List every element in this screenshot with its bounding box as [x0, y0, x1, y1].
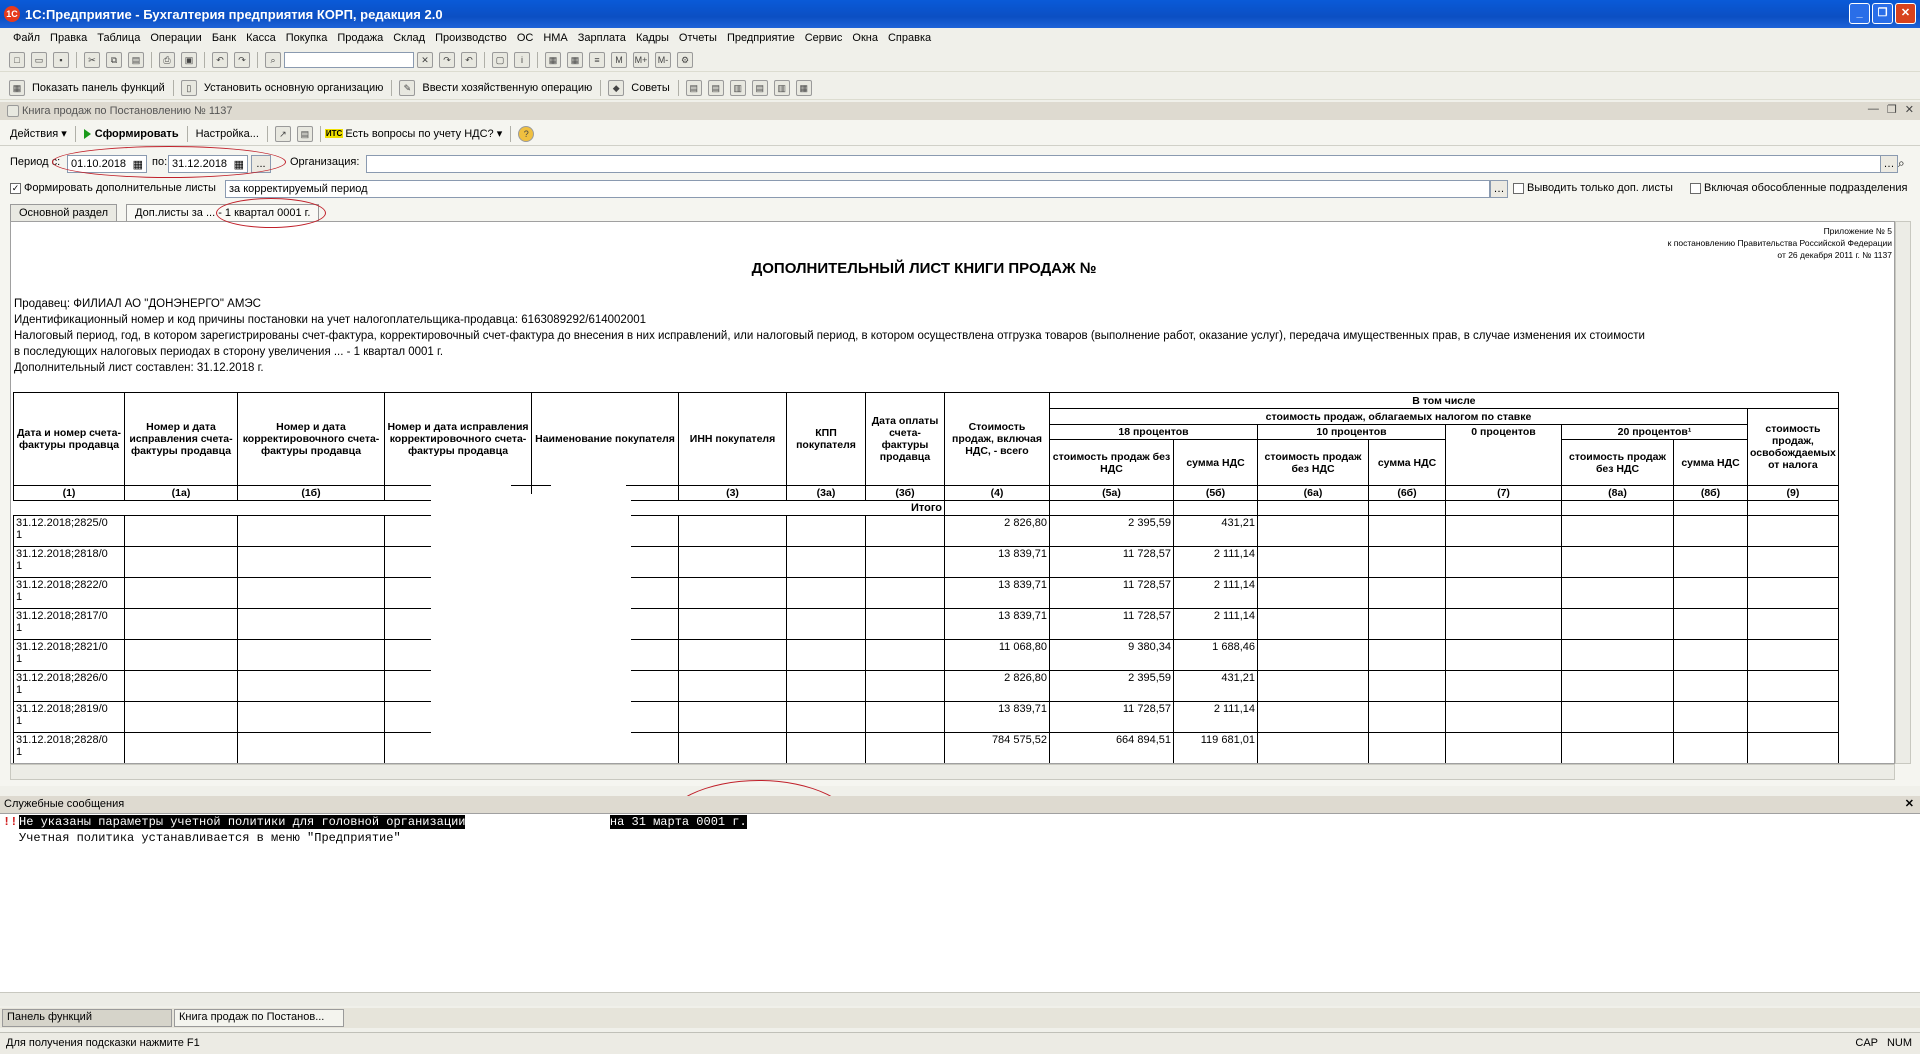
vat18-cell: 1 688,46	[1174, 640, 1258, 671]
standard-toolbar	[0, 48, 1920, 72]
menu-item[interactable]: Операции	[150, 32, 202, 44]
its-question-link[interactable]: Есть вопросы по учету НДС? ▾	[345, 128, 503, 140]
messages-scrollbar[interactable]	[0, 992, 1920, 1006]
minimize-button[interactable]: _	[1849, 3, 1870, 24]
operation-icon: ✎	[399, 80, 415, 96]
tips-button[interactable]: Советы	[631, 81, 670, 94]
column-number: (6б)	[1369, 486, 1446, 501]
hdr-base-18: стоимость продаж без НДС	[1050, 440, 1174, 486]
redo-icon[interactable]: ↷	[234, 52, 250, 68]
vat18-cell: 2 111,14	[1174, 578, 1258, 609]
column-number: (5а)	[1050, 486, 1174, 501]
tools-icon[interactable]: ⚙	[677, 52, 693, 68]
org-select-button[interactable]: …	[1880, 155, 1898, 173]
hdr-taxed-sales: стоимость продаж, облагаемых налогом по ставке	[1050, 409, 1748, 425]
app-logo-icon: 1С	[4, 6, 20, 22]
total-label: Итого	[14, 501, 945, 516]
search-icon[interactable]: ⌕	[265, 52, 281, 68]
hdr-total-with-vat: Стоимость продаж, включая НДС, - всего	[945, 393, 1050, 486]
org-search-icon[interactable]: ⌕	[1898, 156, 1905, 170]
table-row	[14, 702, 1839, 733]
menu-item[interactable]: Продажа	[337, 32, 384, 44]
document-title: Книга продаж по Постановлению № 1137	[22, 105, 233, 117]
new-icon[interactable]: □	[9, 52, 25, 68]
extra-sheets-checkbox[interactable]: ✓ Формировать дополнительные листы	[11, 182, 216, 194]
menu-item[interactable]: Файл	[13, 32, 41, 44]
list-icon[interactable]: ▥	[774, 80, 790, 96]
structure-icon[interactable]: ▥	[730, 80, 746, 96]
invoice-cell: 31.12.2018;2828/0 1	[14, 733, 125, 764]
base18-cell: 11 728,57	[1050, 547, 1174, 578]
menu-item[interactable]: Сервис	[804, 32, 843, 44]
messages-panel	[0, 813, 1920, 993]
inn-line: Идентификационный номер и код причины постановки на учет налогоплательщика-продавца: 6163089292/614002001	[14, 314, 647, 326]
column-number: (1)	[14, 486, 125, 501]
only-extra-checkbox[interactable]: Выводить только доп. листы	[1513, 182, 1673, 194]
period-label: Период с:	[10, 156, 61, 168]
status-num: NUM	[1886, 1037, 1912, 1049]
doc-minimize-button[interactable]: —	[1867, 103, 1879, 115]
vat18-cell: 2 111,14	[1174, 609, 1258, 640]
menu-item[interactable]: НМА	[543, 32, 568, 44]
document-titlebar	[0, 102, 1920, 120]
menu-item[interactable]: Предприятие	[726, 32, 795, 44]
close-button[interactable]: ✕	[1895, 3, 1916, 24]
copy-icon[interactable]: ⧉	[106, 52, 122, 68]
tab-main-section[interactable]: Основной раздел	[10, 204, 117, 222]
hdr-10: 10 процентов	[1258, 425, 1446, 440]
document-window-controls	[1868, 103, 1914, 116]
vat18-cell: 2 111,14	[1174, 547, 1258, 578]
column-number: (3а)	[787, 486, 866, 501]
column-number: (7)	[1446, 486, 1562, 501]
open-icon[interactable]: ▭	[31, 52, 47, 68]
info-icon[interactable]: i	[514, 52, 530, 68]
column-number: (3б)	[866, 486, 945, 501]
menu-item[interactable]: Отчеты	[678, 32, 717, 44]
chart-icon[interactable]: ▦	[796, 80, 812, 96]
status-hint: Для получения подсказки нажмите F1	[6, 1037, 200, 1049]
vat18-cell: 2 111,14	[1174, 702, 1258, 733]
seller-line: Продавец: ФИЛИАЛ АО "ДОНЭНЕРГО" АМЭС	[14, 298, 261, 310]
task-sales-book[interactable]: Книга продаж по Постанов...	[174, 1009, 344, 1027]
column-numbers-row	[14, 486, 1839, 501]
its-badge: ИТС	[325, 129, 343, 138]
hdr-invoice: Дата и номер счета-фактуры продавца	[14, 393, 125, 486]
actions-menu[interactable]: Действия ▾	[10, 128, 67, 140]
table-row	[14, 547, 1839, 578]
column-number: (3)	[679, 486, 787, 501]
table-row	[14, 578, 1839, 609]
total-cell: 13 839,71	[945, 578, 1050, 609]
menu-item[interactable]: Касса	[246, 32, 276, 44]
menu-item[interactable]: Склад	[393, 32, 426, 44]
menu-item[interactable]: Производство	[435, 32, 507, 44]
search-clear-icon[interactable]: ✕	[417, 52, 433, 68]
period-line-2: в последующих налоговых периодах в сторону увеличения ... - 1 квартал 0001 г.	[14, 346, 444, 358]
hdr-vat-20: сумма НДС	[1674, 440, 1748, 486]
invoice-cell: 31.12.2018;2825/0 1	[14, 516, 125, 547]
column-number: (6а)	[1258, 486, 1369, 501]
calc-icon[interactable]: ≡	[589, 52, 605, 68]
base18-cell: 11 728,57	[1050, 578, 1174, 609]
vat18-cell: 119 681,01	[1174, 733, 1258, 764]
total-cell: 2 826,80	[945, 671, 1050, 702]
calendar-to-icon: ▦	[233, 158, 244, 171]
calendar-icon[interactable]: ▦	[567, 52, 583, 68]
hdr-adjust-invoice: Номер и дата корректировочного счета-фактуры продавца	[238, 393, 385, 486]
invoice-cell: 31.12.2018;2817/0 1	[14, 609, 125, 640]
error-marker: !!	[3, 815, 18, 829]
hdr-exempt: стоимость продаж, освобождаемых от налога	[1748, 409, 1839, 486]
table-row	[14, 640, 1839, 671]
menu-item[interactable]: Зарплата	[577, 32, 626, 44]
cut-icon[interactable]: ✂	[84, 52, 100, 68]
hdr-buyer-name: Наименование покупателя	[532, 393, 679, 486]
functions-panel-icon: ▦	[9, 80, 25, 96]
save-icon[interactable]: ▪	[53, 52, 69, 68]
report-info	[14, 296, 1645, 376]
search-input[interactable]	[284, 52, 414, 68]
message-line-1: Не указаны параметры учетной политики для головной организации на 31 марта 0001 г.	[19, 815, 747, 829]
enter-operation-button[interactable]: Ввести хозяйственную операцию	[422, 81, 593, 94]
vertical-scrollbar[interactable]	[1895, 221, 1911, 764]
menu-item[interactable]: Правка	[50, 32, 88, 44]
sales-book-table	[13, 392, 1839, 764]
menu-item[interactable]: Банк	[211, 32, 237, 44]
memory-m-icon[interactable]: M	[611, 52, 627, 68]
vat18-cell: 431,21	[1174, 671, 1258, 702]
extra-sheets-field[interactable]: за корректируемый период	[225, 180, 1490, 198]
period-to-field[interactable]: 31.12.2018 ▦	[168, 155, 248, 173]
doc-close-button[interactable]: ✕	[1904, 104, 1914, 116]
menu-item[interactable]: Таблица	[97, 32, 141, 44]
total-cell: 784 575,52	[945, 733, 1050, 764]
period-line-1: Налоговый период, год, в котором зарегистрированы счет-фактура, корректировочный счет-фактура до внесения в них исправлений, или налоговый период, в котором осуществлена отгрузка товаров (выполнение работ, оказание услуг), передача имущественных прав, в случае изменения их стоимости	[14, 330, 1645, 342]
column-number: (5б)	[1174, 486, 1258, 501]
column-number: (8а)	[1562, 486, 1674, 501]
help-icon[interactable]: ?	[518, 126, 534, 142]
settings-button[interactable]: Настройка...	[195, 127, 259, 140]
appendix-note: Приложение № 5 к постановлению Правительства Российской Федерации от 26 декабря 2011 г. № 1137	[1667, 226, 1892, 260]
base18-cell: 2 395,59	[1050, 516, 1174, 547]
functions-toolbar	[0, 76, 1920, 100]
column-number: (9)	[1748, 486, 1839, 501]
total-cell: 13 839,71	[945, 547, 1050, 578]
window-icon[interactable]: ▢	[492, 52, 508, 68]
base18-cell: 11 728,57	[1050, 609, 1174, 640]
total-cell: 13 839,71	[945, 609, 1050, 640]
menu-item[interactable]: ОС	[516, 32, 534, 44]
menu-item[interactable]: Покупка	[285, 32, 328, 44]
base18-cell: 11 728,57	[1050, 702, 1174, 733]
journal-icon[interactable]: ▤	[686, 80, 702, 96]
menu-item[interactable]: Справка	[887, 32, 932, 44]
column-number: (1а)	[125, 486, 238, 501]
table-row	[14, 516, 1839, 547]
hdr-base-20: стоимость продаж без НДС	[1562, 440, 1674, 486]
invoice-cell: 31.12.2018;2826/0 1	[14, 671, 125, 702]
total-row	[14, 501, 1839, 516]
doc-restore-button[interactable]: ❐	[1886, 104, 1897, 116]
task-functions-panel[interactable]: Панель функций	[2, 1009, 172, 1027]
compiled-line: Дополнительный лист составлен: 31.12.2018 г.	[14, 362, 264, 374]
column-number: (8б)	[1674, 486, 1748, 501]
vat18-cell: 431,21	[1174, 516, 1258, 547]
horizontal-scrollbar[interactable]	[10, 764, 1895, 780]
redaction-mask	[431, 477, 511, 764]
hdr-adjust-correction: Номер и дата исправления корректировочного счета-фактуры продавца	[385, 393, 532, 486]
export-icon[interactable]: ↗	[275, 126, 291, 142]
column-number: (1б)	[238, 486, 385, 501]
register-icon[interactable]: ▤	[708, 80, 724, 96]
base18-cell: 9 380,34	[1050, 640, 1174, 671]
menu-item[interactable]: Кадры	[635, 32, 669, 44]
decode-icon[interactable]: ▤	[297, 126, 313, 142]
hdr-including: В том числе	[1050, 393, 1839, 409]
organization-label: Организация:	[290, 156, 360, 168]
hdr-vat-18: сумма НДС	[1174, 440, 1258, 486]
hdr-18: 18 процентов	[1050, 425, 1258, 440]
window-titlebar	[0, 0, 1920, 28]
total-cell: 11 068,80	[945, 640, 1050, 671]
find-next-icon[interactable]: ↷	[439, 52, 455, 68]
generate-button[interactable]: Сформировать	[84, 128, 179, 140]
document-icon	[7, 105, 19, 117]
restore-button[interactable]: ❐	[1872, 3, 1893, 24]
report-heading: ДОПОЛНИТЕЛЬНЫЙ ЛИСТ КНИГИ ПРОДАЖ №	[751, 260, 1097, 277]
table-row	[14, 609, 1839, 640]
show-functions-panel-button[interactable]: Показать панель функций	[32, 81, 165, 94]
period-from-field[interactable]: 01.10.2018 ▦	[67, 155, 147, 173]
set-main-org-button[interactable]: Установить основную организацию	[203, 81, 384, 94]
report-sheet	[10, 221, 1895, 764]
period-select-button[interactable]: ...	[251, 155, 271, 173]
include-subdivisions-checkbox[interactable]: Включая обособленные подразделения	[1690, 182, 1907, 194]
column-number: (4)	[945, 486, 1050, 501]
hdr-buyer-inn: ИНН покупателя	[679, 393, 787, 486]
paste-icon[interactable]: ▤	[128, 52, 144, 68]
menu-item[interactable]: Окна	[852, 32, 878, 44]
status-bar	[0, 1032, 1920, 1054]
hdr-buyer-kpp: КПП покупателя	[787, 393, 866, 486]
messages-panel-title: Служебные сообщения ✕	[0, 796, 1920, 813]
message-line-2: Учетная политика устанавливается в меню "Предприятие"	[19, 831, 401, 845]
hdr-payment-date: Дата оплаты счета-фактуры продавца	[866, 393, 945, 486]
calculator-icon[interactable]: ▦	[545, 52, 561, 68]
organization-icon: ▯	[181, 80, 197, 96]
window-title: 1С:Предприятие - Бухгалтерия предприятия КОРП, редакция 2.0	[25, 6, 443, 22]
status-cap: CAP	[1855, 1037, 1878, 1049]
table-row	[14, 671, 1839, 702]
messages-close-icon[interactable]: ✕	[1904, 798, 1914, 810]
menu-bar	[0, 28, 1920, 48]
period-to-label: по:	[152, 156, 168, 168]
invoice-cell: 31.12.2018;2822/0 1	[14, 578, 125, 609]
redaction-mask	[551, 462, 626, 502]
find-prev-icon[interactable]: ↶	[461, 52, 477, 68]
play-icon	[84, 129, 91, 139]
annotation-circle-tab	[216, 198, 326, 228]
annotation-circle-period	[52, 146, 286, 178]
tab-extra-sheets[interactable]: Доп.листы за ... - 1 квартал 0001 г.	[126, 204, 319, 222]
invoice-cell: 31.12.2018;2821/0 1	[14, 640, 125, 671]
redaction-mask	[501, 494, 631, 764]
hdr-invoice-correction: Номер и дата исправления счета-фактуры продавца	[125, 393, 238, 486]
calendar-from-icon: ▦	[132, 158, 143, 171]
invoice-cell: 31.12.2018;2818/0 1	[14, 547, 125, 578]
total-cell: 2 826,80	[945, 516, 1050, 547]
undo-icon[interactable]: ↶	[212, 52, 228, 68]
base18-cell: 2 395,59	[1050, 671, 1174, 702]
total-cell: 13 839,71	[945, 702, 1050, 733]
print-icon[interactable]: ⎙	[159, 52, 175, 68]
extra-sheets-select-button[interactable]: …	[1490, 180, 1508, 198]
hdr-20: 20 процентов¹	[1562, 425, 1748, 440]
memory-minus-icon[interactable]: M-	[655, 52, 671, 68]
preview-icon[interactable]: ▣	[181, 52, 197, 68]
tips-icon: ◆	[608, 80, 624, 96]
table-row	[14, 733, 1839, 764]
document-toolbar	[0, 122, 1920, 146]
hdr-0: 0 процентов	[1446, 425, 1562, 486]
window-taskbar	[0, 1008, 1920, 1028]
organization-field[interactable]	[366, 155, 1886, 173]
report-icon[interactable]: ▤	[752, 80, 768, 96]
memory-plus-icon[interactable]: M+	[633, 52, 649, 68]
hdr-vat-10: сумма НДС	[1369, 440, 1446, 486]
hdr-base-10: стоимость продаж без НДС	[1258, 440, 1369, 486]
base18-cell: 664 894,51	[1050, 733, 1174, 764]
invoice-cell: 31.12.2018;2819/0 1	[14, 702, 125, 733]
